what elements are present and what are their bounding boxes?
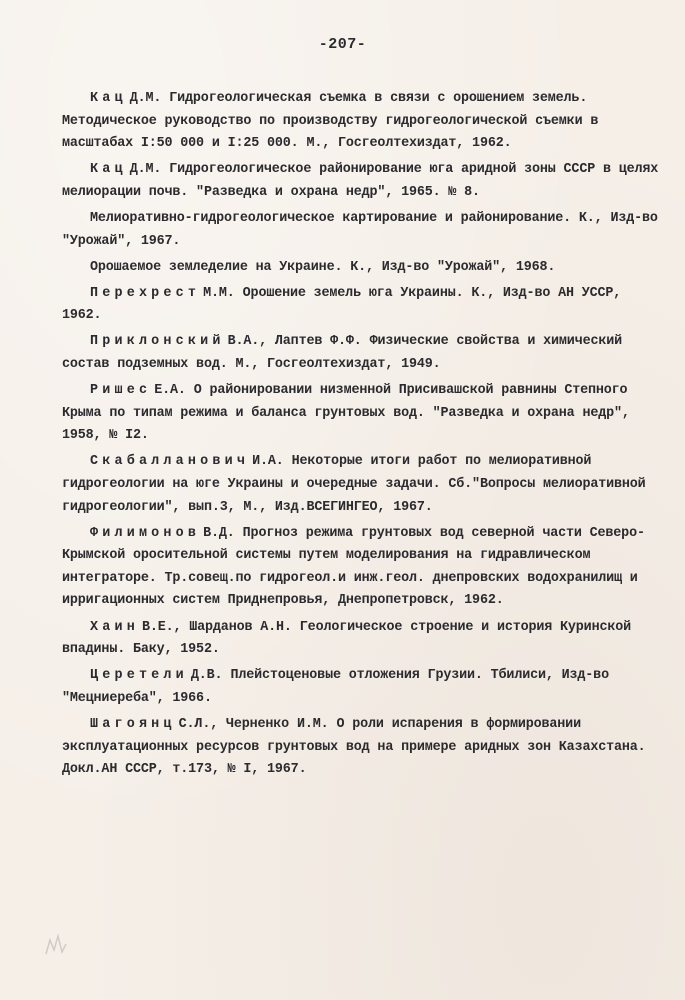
entry-text: Некоторые итоги работ по мелиоративной гидрогеологии на юге Украины и очередные задачи. Сб."Вопросы мелиоративной гидрогеологии", вып.3, М., Изд.ВСЕГИНГЕО, 1967. [62, 454, 646, 515]
entry-author: Филимонов [90, 525, 201, 541]
entry-text: Мелиоративно-гидрогеологическое картирование и районирование. К., Изд-во "Урожай", 1967. [62, 210, 658, 249]
entry-author: Перехрест [90, 285, 201, 301]
bibliography-entry [62, 88, 662, 156]
entry-author: Хаин [90, 619, 139, 635]
entry-text: Плейстоценовые отложения Грузии. Тбилиси, Изд-во "Мецниереба", 1966. [62, 668, 609, 706]
entry-text: Геологическое строение и история Куринской впадины. Баку, 1952. [62, 619, 631, 658]
bibliography-entry [62, 331, 662, 376]
entry-initials: В.Е., Шарданов А.Н. [141, 619, 292, 635]
entry-author: Ришес [90, 383, 152, 399]
ink-smudge-mark [40, 930, 70, 960]
entry-initials: В.Д. [203, 525, 235, 541]
entry-text: О роли испарения в формировании эксплуатационных ресурсов грунтовых вод на примере аридных зон Казахстана. Докл.АН СССР, т.173, № I, 1967. [62, 716, 646, 778]
entry-text: Прогноз режима грунтовых вод северной части Северо-Крымской оросительной системы путем моделирования на гидравлическом интеграторе. Тр.совещ.по гидрогеол.и инж.геол. днепровских водохранилищ и ирригационных систем Приднепровья, Днепропетровск, 1962. [62, 525, 645, 609]
bibliography-entry [62, 665, 662, 710]
entry-initials: М.М. [203, 285, 235, 301]
bibliography-entry [62, 617, 662, 662]
entry-initials: Е.А. [154, 383, 186, 399]
entry-text: Орошение земель юга Украины. К., Изд-во АН УССР, 1962. [62, 285, 622, 324]
entry-text: Гидрогеологическое районирование юга аридной зоны СССР в целях мелиорации почв. "Разведка и охрана недр", 1965. № 8. [62, 162, 659, 200]
bibliography-entry [62, 714, 662, 782]
bibliography-list [62, 88, 662, 785]
entry-initials: В.А., Лаптев Ф.Ф. [227, 334, 362, 350]
bibliography-entry [62, 283, 662, 328]
entry-text: Физические свойства и химический состав подземных вод. М., Госгеолтехиздат, 1949. [62, 334, 622, 373]
bibliography-entry [62, 380, 662, 448]
page-number: -207- [318, 36, 367, 53]
entry-initials: Д.В. [190, 668, 223, 684]
entry-author: Кац [90, 91, 127, 106]
entry-text: О районировании низменной Присивашской равнины Степного Крыма по типам режима и баланса грунтовых вод. "Разведка и охрана недр", 1958, № I2. [62, 383, 630, 444]
entry-initials: И.А. [252, 454, 284, 470]
entry-text: Орошаемое земледелие на Украине. К., Изд-во "Урожай", 1968. [90, 259, 556, 275]
entry-text: Гидрогеологическая съемка в связи с орошением земель. Методическое руководство по производству гидрогеологической съемки в масштабах I:50 000 и I:25 000. М., Госгеолтехиздат, 1962. [62, 91, 599, 152]
entry-initials: Д.М. [129, 162, 162, 178]
bibliography-entry [62, 523, 662, 613]
bibliography-entry [62, 208, 662, 253]
bibliography-entry [62, 257, 662, 280]
entry-author: Шагоянц [90, 716, 176, 732]
bibliography-entry [62, 159, 662, 204]
entry-author: Церетели [90, 668, 188, 684]
entry-initials: Д.М. [129, 91, 162, 106]
entry-author: Приклонский [90, 334, 225, 350]
entry-author: Кац [90, 162, 127, 178]
bibliography-entry [62, 451, 662, 519]
entry-author: Скабалланович [90, 454, 250, 470]
entry-initials: С.Л., Черненко И.М. [178, 716, 329, 732]
